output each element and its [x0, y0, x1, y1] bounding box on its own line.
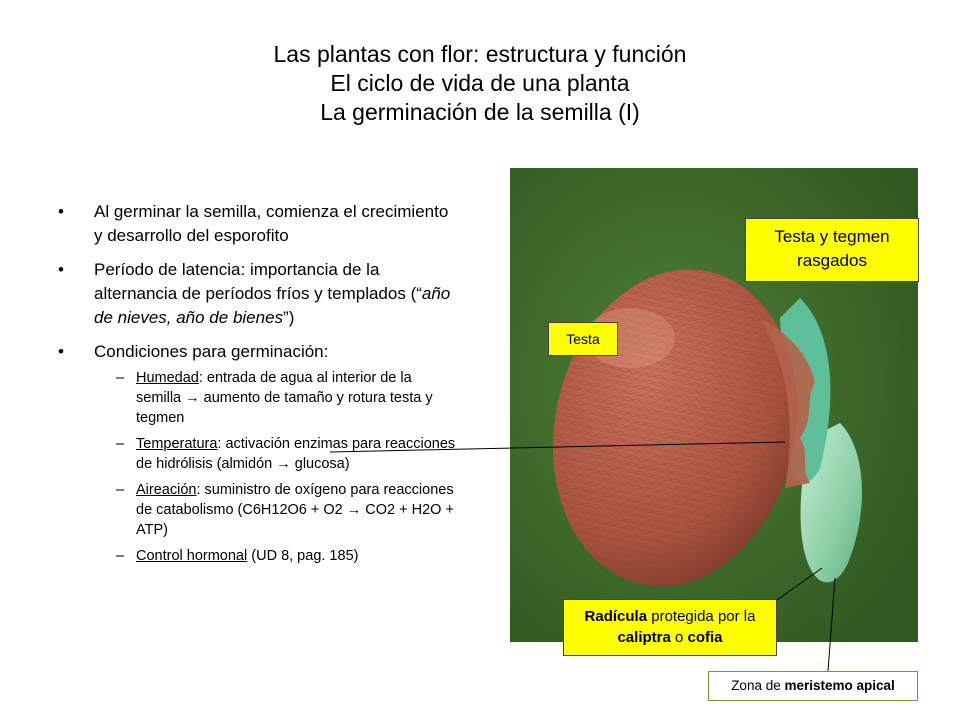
label-radicula: Radícula protegida por la caliptra o cofia	[563, 599, 777, 656]
bullet-dot: •	[58, 260, 64, 279]
bullet-dot: •	[58, 342, 64, 361]
bullet-latencia: • Período de latencia: importancia de la alternancia de períodos fríos y templados (“año de nieves, año de bienes”)	[58, 260, 451, 327]
label-testa: Testa	[548, 322, 618, 356]
bullet-germinar: • Al germinar la semilla, comienza el crecimiento y desarrollo del esporofito	[58, 202, 449, 245]
label-testa-tegmen: Testa y tegmen rasgados	[745, 218, 919, 282]
title-line-2: El ciclo de vida de una planta	[330, 70, 630, 96]
sub-bullet-control-hormonal: – Control hormonal (UD 8, pag. 185)	[116, 548, 359, 564]
sub-bullet-humedad: – Humedad: entrada de agua al interior de la semilla → aumento de tamaño y rotura testa y tegmen	[116, 370, 433, 426]
bullet-dot: •	[58, 202, 64, 221]
label-zona-meristemo: Zona de meristemo apical	[708, 671, 918, 701]
title-line-3: La germinación de la semilla (I)	[320, 99, 640, 125]
sub-bullet-aireacion: – Aireación: suministro de oxígeno para reacciones de catabolismo (C6H12O6 + O2 → CO2 + H2O + ATP)	[116, 482, 454, 538]
proverb-text: año de nieves, año de bienes	[94, 284, 451, 327]
title-line-1: Las plantas con flor: estructura y función	[273, 41, 687, 67]
sub-bullet-temperatura: – Temperatura: activación enzimas para reacciones de hidrólisis (almidón → glucosa)	[116, 436, 456, 472]
bullet-condiciones: • Condiciones para germinación:	[58, 340, 458, 364]
